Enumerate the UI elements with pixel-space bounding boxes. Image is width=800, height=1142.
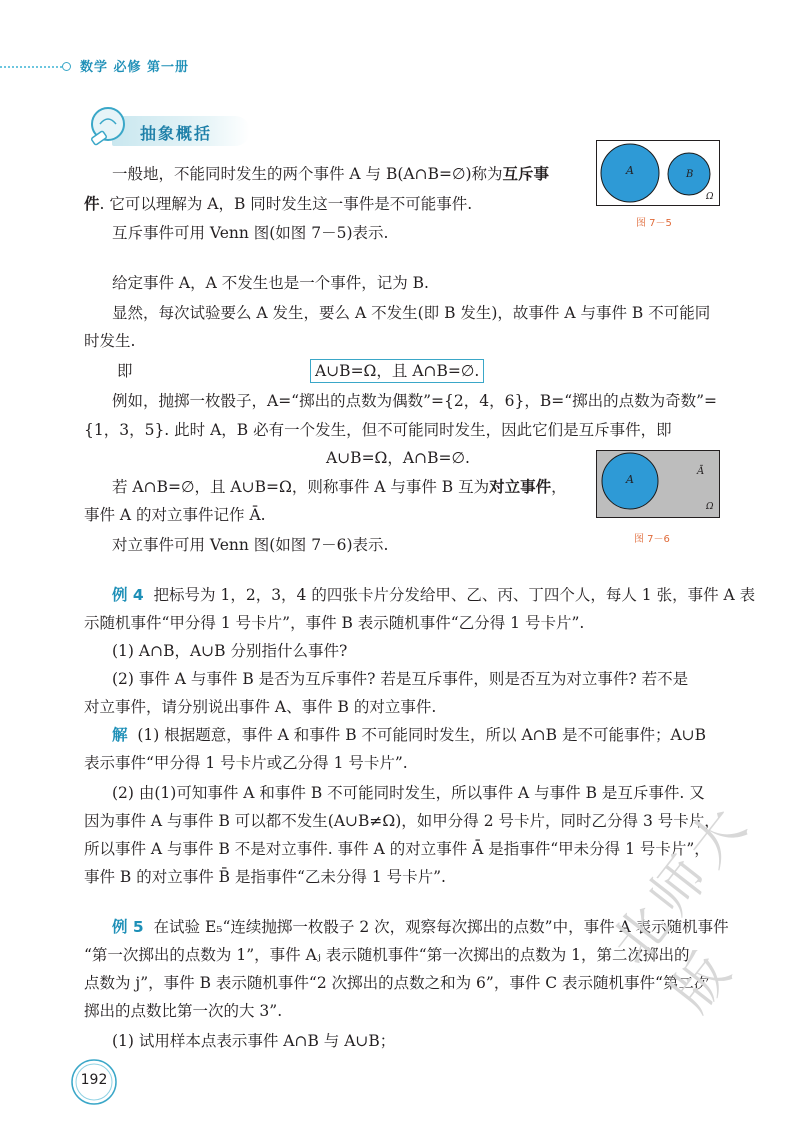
header-rule	[0, 66, 62, 68]
text: . 它可以理解为 A，B 同时发生这一事件是不可能事件.	[99, 195, 473, 213]
text: 把标号为 1，2，3，4 的四张卡片分发给甲、乙、丙、丁四个人，每人 1 张，事件 A 表	[153, 586, 756, 604]
solution	[112, 724, 706, 746]
paragraph: {1，3，5}. 此时 A，B 必有一个发生，但不可能同时发生，因此它们是互斥事件，即	[84, 421, 672, 439]
venn1-label-b: B	[686, 169, 694, 180]
section-title: 抽象概括	[140, 124, 213, 143]
paragraph: 表示事件“甲分得 1 号卡片或乙分得 1 号卡片”.	[84, 754, 408, 772]
paragraph: (2) 事件 A 与事件 B 是否为互斥事件? 若是互斥事件，则是否互为对立事件? 若不是	[112, 670, 689, 688]
boxed-formula: A∪B=Ω，且 A∩B=∅.	[310, 359, 484, 383]
paragraph	[84, 193, 472, 215]
paragraph: (1) 试用样本点表示事件 A∩B 与 A∪B；	[112, 1032, 396, 1050]
text: 若 A∩B=∅，且 A∪B=Ω，则称事件 A 与事件 B 互为	[112, 478, 490, 496]
venn-diagram-mutually-exclusive	[596, 140, 720, 206]
formula-line: A∪B=Ω，A∩B=∅.	[326, 449, 470, 467]
example-label: 例 5	[112, 918, 144, 936]
header-book-title: 数学 必修 第一册	[80, 60, 190, 75]
header-dot	[62, 62, 71, 71]
term-bold: 对立事件	[489, 477, 552, 496]
paragraph: 对立事件可用 Venn 图(如图 7－6)表示.	[112, 536, 389, 554]
example-label: 例 4	[112, 586, 144, 604]
venn1-label-a: A	[626, 164, 634, 177]
paragraph: 例如，抛掷一枚骰子，A=“掷出的点数为偶数”={2，4，6}，B=“掷出的点数为奇数”=	[112, 392, 718, 410]
paragraph: 事件 B 的对立事件 B̄ 是指事件“乙未分得 1 号卡片”.	[84, 868, 446, 886]
figure-7-5-caption: 图 7－5	[636, 218, 672, 229]
venn2-label-abar: Ā	[697, 466, 705, 477]
text: 一般地，不能同时发生的两个事件 A 与 B(A∩B=∅)称为	[112, 165, 503, 183]
term-bold: 互斥事	[502, 164, 550, 183]
paragraph: 互斥事件可用 Venn 图(如图 7－5)表示.	[112, 224, 389, 242]
solution-label: 解	[112, 726, 128, 744]
text: (1) 根据题意，事件 A 和事件 B 不可能同时发生，所以 A∩B 是不可能事件；A∪B	[137, 726, 707, 744]
paragraph: 掷出的点数比第一次的大 3”.	[84, 1002, 283, 1020]
paragraph: 示随机事件“甲分得 1 号卡片”，事件 B 表示随机事件“乙分得 1 号卡片”.	[84, 614, 585, 632]
paragraph: 显然，每次试验要么 A 发生，要么 A 不发生(即 B 发生)，故事件 A 与事件 B 不可能同	[112, 304, 711, 322]
lightbulb-icon	[84, 104, 128, 148]
paragraph: (1) A∩B，A∪B 分别指什么事件?	[112, 642, 348, 660]
paragraph: 所以事件 A 与事件 B 不是对立事件. 事件 A 的对立事件 Ā 是指事件“甲未分得 1 号卡片”，	[84, 840, 710, 858]
figure-7-6-caption: 图 7－6	[634, 534, 670, 545]
venn2-label-a: A	[626, 473, 634, 486]
paragraph: “第一次掷出的点数为 1”，事件 Aⱼ 表示随机事件“第一次掷出的点数为 1，第二次掷出的	[84, 946, 690, 964]
text: 在试验 E₅“连续抛掷一枚骰子 2 次，观察每次掷出的点数”中，事件 A 表示随机事件	[153, 918, 729, 936]
watermark: 北师大版	[598, 790, 763, 1023]
paragraph: 因为事件 A 与事件 B 可以都不发生(A∪B≠Ω)，如甲分得 2 号卡片，同时乙分得 3 号卡片，	[84, 812, 720, 830]
paragraph: (2) 由(1)可知事件 A 和事件 B 不可能同时发生，所以事件 A 与事件 B 是互斥事件. 又	[112, 784, 705, 802]
paragraph: 点数为 j”，事件 B 表示随机事件“2 次掷出的点数之和为 6”，事件 C 表示随机事件“第二次	[84, 974, 710, 992]
paragraph: 给定事件 A，A 不发生也是一个事件，记为 B.	[112, 274, 429, 292]
text: ，	[551, 478, 567, 496]
definition-complementary	[112, 476, 567, 498]
definition-mutually-exclusive	[112, 163, 549, 185]
page-number: 192	[80, 1072, 108, 1088]
term-bold: 件	[84, 194, 100, 213]
venn2-label-omega: Ω	[706, 502, 714, 512]
example-4	[112, 584, 755, 606]
venn1-label-omega: Ω	[706, 192, 714, 202]
paragraph: 对立事件，请分别说出事件 A、事件 B 的对立事件.	[84, 698, 437, 716]
paragraph: 事件 A 的对立事件记作 Ā.	[84, 506, 266, 524]
paragraph: 时发生.	[84, 332, 136, 350]
venn-diagram-complementary	[596, 450, 720, 518]
paragraph: 即	[117, 362, 133, 380]
